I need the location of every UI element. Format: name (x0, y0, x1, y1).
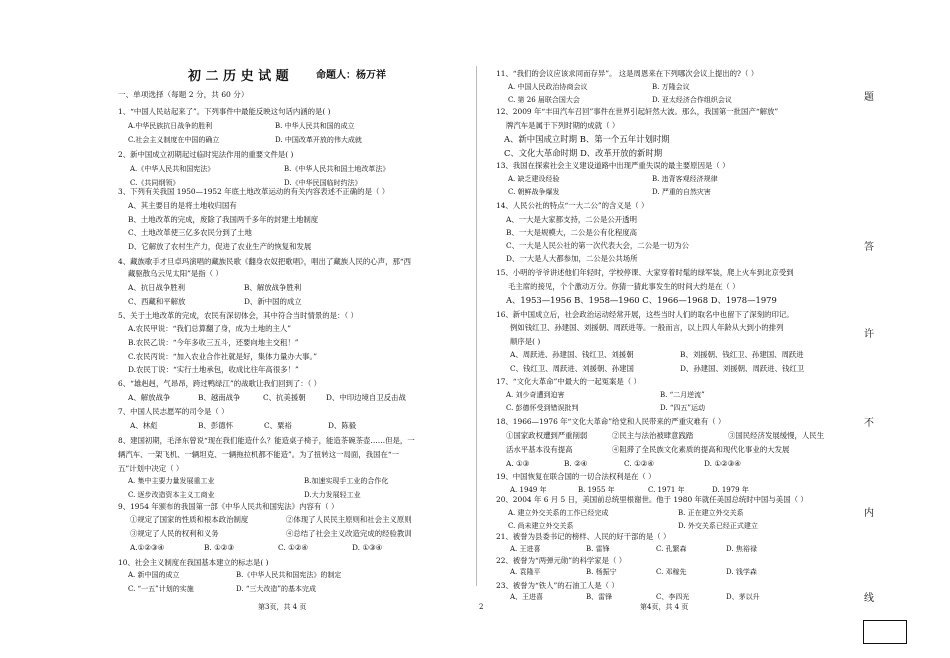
statement-option: ①国家政权遭到严重削弱 (506, 431, 588, 440)
answer-option: C. ①②④ (278, 543, 308, 552)
binding-char: 许 (864, 329, 874, 340)
answer-option: C. 孔繁森 (656, 545, 687, 553)
column-divider (476, 66, 477, 586)
answer-option: C. 尚未建立外交关系 (508, 522, 574, 530)
answer-option: A. 1949 年 (510, 486, 547, 494)
answer-option: A. ①③ (506, 459, 530, 468)
question-text-cont: 藏驱散乌云见太阳”是指（ ） (128, 269, 223, 278)
answer-option: B、彭德怀 (198, 421, 233, 430)
statement-option: ③国民经济发展缓慢，人民生 (728, 431, 825, 440)
answer-option: D. 严重的自然灾害 (652, 188, 711, 196)
answer-option: A. 中国人民政治协商会议 (508, 83, 588, 91)
question-text: 3、下列有关我国 1950—1952 年底土地改革运动的有关内容表述不正确的是（ ） (118, 187, 390, 196)
answer-option: D、茅以升 (726, 593, 760, 601)
exam-author: 命题人：杨万祥 (316, 70, 386, 81)
answer-option: A.①②③④ (130, 543, 165, 552)
question-text: 2、新中国成立初期起过临时宪法作用的重要文件是( ) (118, 150, 294, 159)
question-text: 10、社会主义制度在我国基本建立的标志是( ) (118, 558, 269, 567)
page-footer-right: 第4页，共 4 页 (640, 603, 689, 611)
answer-option: C、西藏和平解放 (128, 297, 186, 306)
answer-option: C.社会主义制度在中国的确立 (128, 136, 220, 144)
answer-option: D. ①②③④ (704, 459, 741, 468)
question-text: 1、“中国人民站起来了”。下列事件中最能反映这句话内涵的是( ) (118, 107, 331, 116)
binding-char: 不 (864, 418, 874, 429)
answer-option: B、越南战争 (198, 393, 241, 402)
answer-option: D. “四五”运动 (660, 404, 705, 412)
answer-option: C、粟裕 (264, 421, 292, 430)
answer-option: D.《中华民国临时约法》 (284, 179, 362, 187)
answer-option: C. 朝鲜战争爆发 (508, 188, 560, 196)
answer-option: C、文化大革命时期 D、改革开放的新时期 (504, 148, 663, 158)
answer-option: C、钱红卫、周跃进、刘援朝、孙建国 (510, 364, 634, 373)
statement-option-cont: 活水平基本没有提高 (506, 445, 573, 454)
answer-option: ②体现了人民民主原则和社会主义原则 (286, 515, 412, 524)
answer-option: A、1953—1956 B、1958—1960 C、1966—1968 D、1978—1979 (506, 295, 777, 305)
answer-option: B、土地改革的完成，废除了我国两千多年的封建土地制度 (128, 215, 319, 224)
section-heading: 一、单项选择（每题 2 分，共 60 分） (118, 90, 249, 99)
answer-option: A.《中华人民共和国宪法》 (130, 165, 215, 173)
answer-option: B. 违背客观经济规律 (652, 175, 718, 183)
question-text-cont: 牌汽车是属于下列时期的成就（ ） (506, 121, 620, 130)
answer-option: A. 新中国的成立 (128, 571, 180, 579)
answer-option: ①规定了国家的性质和根本政治制度 (130, 515, 249, 524)
answer-option: B、一大是规模大，二公是公有化程度高 (506, 228, 638, 237)
answer-option: A. 建立外交关系的工作已经完成 (508, 509, 609, 517)
question-text: 21、被誉为县委书记的榜样、人民的好干部的是（ ） (496, 532, 671, 541)
answer-option: ③规定了人民的权利和义务 (130, 529, 219, 538)
answer-option: B.《中华人民共和国宪法》的制定 (236, 571, 342, 579)
answer-option: B. ①②③ (204, 543, 235, 552)
answer-option: D. 亚太经济合作组织会议 (652, 96, 732, 104)
answer-option: D. 中国改革开放的伟大成就 (275, 136, 362, 144)
answer-option: A、周跃进、孙建国、钱红卫、刘援朝 (510, 350, 634, 359)
answer-option: ④总结了社会主义改造完成的经验教训 (286, 529, 412, 538)
question-text: 15、小明的爷爷讲述他们年轻时，学校停课、大家穿着时髦的绿军装，爬上火车到北京受到 (496, 268, 794, 277)
answer-option: D、孙建国、刘援朝、周跃进、钱红卫 (680, 364, 805, 373)
answer-option: C、李四光 (656, 593, 690, 601)
answer-option: C.农民丙说：“加入农业合作社就是好，集体力量办大事。” (128, 352, 317, 361)
answer-option: A. 王进喜 (510, 545, 541, 553)
middle-page-number: 2 (479, 603, 484, 611)
answer-option: C. 第 26 届联合国大会 (508, 96, 580, 104)
answer-option: D、新中国的成立 (244, 297, 302, 306)
answer-option: C、抗美援朝 (263, 393, 306, 402)
answer-option: D. 钱学森 (726, 568, 757, 576)
answer-option: B. 1955 年 (578, 486, 615, 494)
answer-option: B、刘援朝、钱红卫、孙建国、周跃进 (680, 350, 804, 359)
answer-option: B.农民乙说：“今年多收三五斗，还要向地主交租！” (128, 338, 299, 347)
question-text-cont: 顺序是( ) (510, 337, 541, 346)
answer-option: A、林彪 (130, 421, 158, 430)
question-text: 16、新中国成立后，社会政治运动经常开展，这些当时人们的取名中也留下了深刻的印记。 (496, 310, 794, 319)
answer-option: C、一大是人民公社的第一次代表大会，二公是一切为公 (506, 241, 690, 250)
answer-option: A. 刘少奇遭到迫害 (506, 391, 565, 399)
statement-option: ②民主与法治被肆意践踏 (612, 431, 694, 440)
answer-option: D. ①③④ (352, 543, 383, 552)
page-footer-left: 第3页，共 4 页 (258, 603, 307, 611)
answer-option: A、其主要目的是将土地收归国有 (128, 201, 237, 210)
answer-option: A、王进喜 (510, 593, 544, 601)
answer-option: D.农民丁说：“实行土地承包，收成比往年高很多！” (128, 365, 299, 374)
question-text-cont: 毛主席的接见，个个激动万分。你猜一猜此事发生的时间大约是在（ ） (508, 282, 740, 291)
answer-option: B、雷锋 (586, 593, 613, 601)
answer-option: D、中印边境自卫反击战 (326, 393, 406, 402)
question-text: 9、1954 年颁布的我国第一部《中华人民共和国宪法》内容有（ ） (118, 502, 339, 511)
answer-option: D. 外交关系已经正式建立 (678, 522, 758, 530)
answer-option: D. “三大改造”的基本完成 (236, 585, 316, 593)
answer-option: C、土地改革使三亿多农民分到了土地 (128, 228, 252, 237)
question-text: 14、人民公社的特点“一大二公”的含义是（ ） (496, 201, 649, 210)
answer-option: B. 正在建立外交关系 (678, 509, 744, 517)
answer-option: B. 万隆会议 (652, 83, 690, 91)
answer-option: B.加速实现手工业的合作化 (304, 477, 389, 485)
question-text: 7、中国人民志愿军的司令是（ ） (118, 407, 229, 416)
answer-option: B. 雷锋 (586, 545, 610, 553)
statement-option: ④阻滞了全民族文化素质的提高和现代化事业的大发展 (612, 445, 790, 454)
question-text: 17、“文化大革命”中最大的一起冤案是（ ） (496, 377, 641, 386)
answer-option: A.中华民族抗日战争的胜利 (128, 122, 213, 130)
question-text: 20、2004 年 6 月 5 日，美国前总统里根谢世。他于 1980 年就任美国总统时中国与美国（ ） (496, 495, 808, 504)
binding-char: 内 (864, 508, 874, 519)
question-text: 8、建国初期，毛泽东曾说“现在我们能造什么？能造桌子椅子，能造茶碗茶壶……但是，一 (118, 436, 415, 445)
question-text: 19、中国恢复在联合国的一切合法权利是在（ ） (496, 472, 656, 481)
question-text: 5、关于土地改革的完成，农民有深切体会，其中符合当时情景的是：（ ） (118, 311, 358, 320)
question-text-cont: 五”计划中决定（ ） (118, 464, 184, 473)
answer-option: D. 1979 年 (712, 486, 749, 494)
answer-option: A. 袁隆平 (510, 568, 541, 576)
question-text-cont: 辆汽车、一架飞机、一辆坦克、一辆拖拉机都不能造”。为了扭转这一局面，我国在“一 (118, 450, 400, 459)
question-text: 23、被誉为“铁人”的石油工人是（ ） (496, 581, 619, 590)
question-text: 11、“我们的会议应该求同而存异”。 这是周恩来在下列哪次会议上提出的?（ ） (496, 69, 759, 78)
answer-option: C. ①②④ (624, 459, 654, 468)
answer-option: B.《中华人民共和国土地改革法》 (284, 165, 390, 173)
binding-line-box (863, 620, 907, 644)
answer-option: B、解放战争胜利 (244, 283, 302, 292)
question-text-cont: 例如钱红卫、孙建国、刘援朝、周跃进等。一般而言，以上四人年龄从大到小的排列 (510, 323, 784, 332)
answer-option: D、它解放了农村生产力，促进了农业生产的恢复和发展 (128, 242, 312, 251)
answer-option: A. 缺乏建设经验 (508, 175, 560, 183)
answer-option: C. 彭德怀受到错误批判 (506, 404, 579, 412)
answer-option: A、解放战争 (128, 393, 171, 402)
answer-option: D、陈毅 (328, 421, 357, 430)
answer-option: A、新中国成立时期 B、第一个五年计划时期 (504, 134, 670, 144)
answer-option: C. “一五”计划的实施 (128, 585, 194, 593)
answer-option: D.大力发展轻工业 (304, 491, 361, 499)
answer-option: A. 集中主要力量发展重工业 (128, 477, 215, 485)
binding-char: 答 (864, 242, 874, 253)
answer-option: B. 中华人民共和国的成立 (275, 122, 355, 130)
question-text: 6、“雄赳赳，气昂昂，跨过鸭绿江”的战歌让我们回到了：（ ） (118, 379, 322, 388)
answer-option: C. 逐步改造资本主义工商业 (128, 491, 215, 499)
answer-option: A、一大是大家都支持，二公是公开透明 (506, 215, 637, 224)
answer-option: B. “二月逆流” (660, 391, 705, 399)
answer-option: C.《共同纲领》 (130, 179, 180, 187)
answer-option: B. 杨振宁 (586, 568, 617, 576)
answer-option: D. 焦裕禄 (726, 545, 757, 553)
question-text: 22、被誉为“两弹元勋”的科学家是（ ） (496, 556, 627, 565)
question-text: 18、1966—1976 年“文化大革命”给党和人民带来的严重灾难有（ ） (496, 417, 726, 426)
answer-option: C. 1971 年 (648, 486, 685, 494)
binding-char: 题 (864, 92, 874, 103)
question-text: 12、2009 年“丰田汽车召回”事件在世界引起轩然大波。那么，我国第一批国产“解放” (496, 107, 779, 116)
answer-option: A.农民甲说：“我们总算翻了身，成为土地的主人” (128, 324, 292, 333)
binding-char: 线 (864, 593, 874, 604)
answer-option: C. 邓稼先 (656, 568, 687, 576)
exam-title: 初 二 历 史 试 题 (188, 69, 289, 84)
question-text: 13、我国在探索社会主义建设道路中出现严重失误的最主要原因是（ ） (496, 161, 730, 170)
question-text: 4、藏族歌手才旦卓玛演唱的藏族民歌《翻身农奴把歌唱》，唱出了藏族人民的心声，那“西 (118, 257, 412, 266)
answer-option: A、抗日战争胜利 (128, 283, 186, 292)
answer-option: B. ②④ (564, 459, 588, 468)
answer-option: D、一大是人大都参加，二公是公共场所 (506, 254, 638, 263)
